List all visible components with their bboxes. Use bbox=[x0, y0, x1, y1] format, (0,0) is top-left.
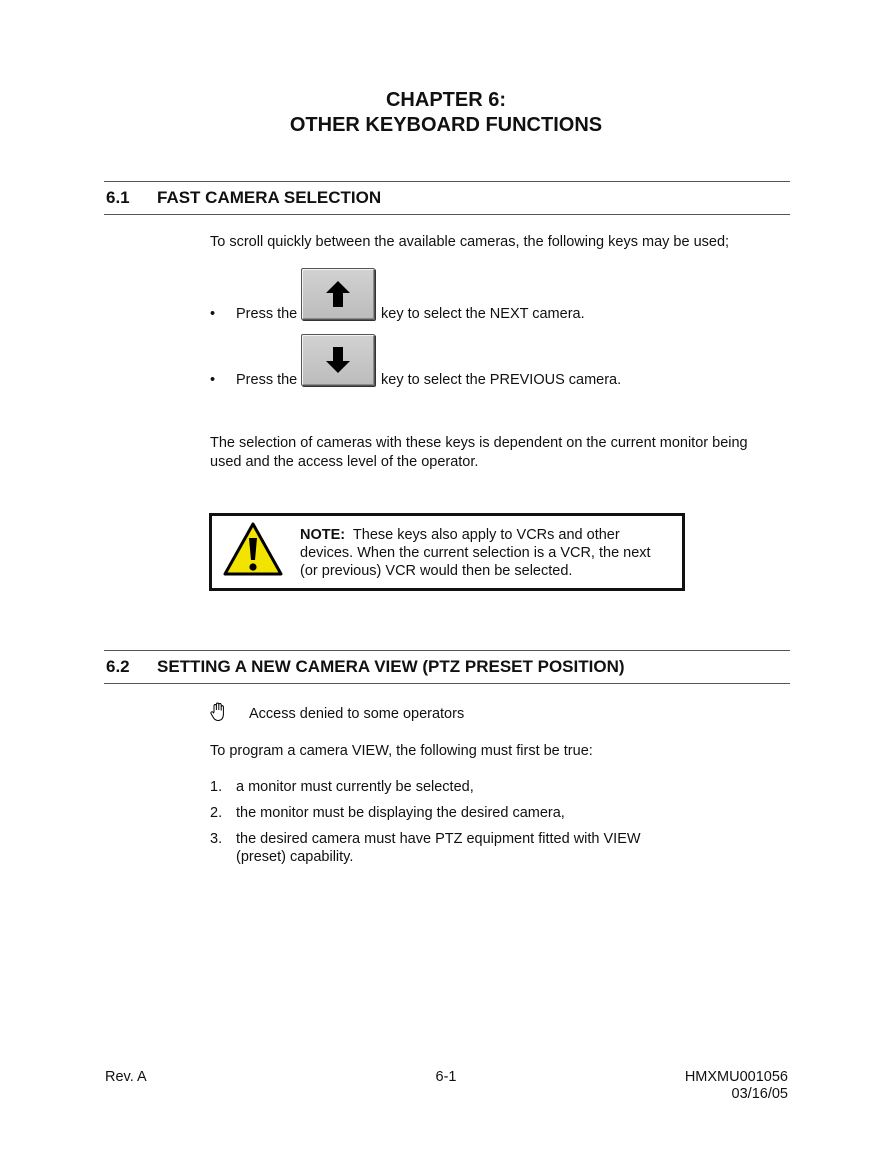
bullet-symbol: • bbox=[210, 306, 216, 322]
note-body: These keys also apply to VCRs and other devices. When the current selection is a VCR, the next (or previous) VCR would then be selected. bbox=[300, 527, 651, 579]
note-label: NOTE: bbox=[300, 527, 346, 543]
down-arrow-icon bbox=[325, 346, 351, 374]
bullet-previous-camera bbox=[210, 334, 650, 392]
up-key bbox=[301, 268, 375, 320]
section2-intro: To program a camera VIEW, the following must first be true: bbox=[210, 743, 593, 759]
bullet-suffix: key to select the NEXT camera. bbox=[381, 306, 585, 322]
bullet-prefix: Press the bbox=[236, 306, 298, 322]
list-text: the monitor must be displaying the desired camera, bbox=[236, 805, 565, 821]
section-title: FAST CAMERA SELECTION bbox=[157, 188, 382, 207]
access-note-text: Access denied to some operators bbox=[249, 706, 465, 722]
list-number: 2. bbox=[210, 805, 223, 821]
bullet-prefix: Press the bbox=[236, 372, 298, 388]
bullet-next-camera bbox=[210, 268, 630, 326]
warning-icon bbox=[222, 521, 284, 577]
footer-date: 03/16/05 bbox=[731, 1086, 788, 1102]
footer-doc-info bbox=[600, 1069, 788, 1103]
up-arrow-icon bbox=[325, 280, 351, 308]
section-header-6-2 bbox=[104, 650, 790, 684]
list-number: 1. bbox=[210, 779, 223, 795]
note-text bbox=[300, 526, 670, 580]
hand-icon bbox=[210, 702, 228, 722]
list-text: a monitor must currently be selected, bbox=[236, 779, 474, 795]
chapter-title bbox=[0, 88, 892, 138]
chapter-title-line1: CHAPTER 6: bbox=[385, 89, 506, 111]
bullet-symbol: • bbox=[210, 372, 216, 388]
section-header-6-1 bbox=[104, 181, 790, 215]
intro-paragraph: To scroll quickly between the available cameras, the following keys may be used; bbox=[210, 234, 730, 250]
down-key bbox=[301, 334, 375, 386]
section-number: 6.1 bbox=[106, 188, 130, 207]
footer-page-number: 6-1 bbox=[435, 1069, 457, 1085]
section-number: 6.2 bbox=[106, 657, 130, 676]
dependency-paragraph: The selection of cameras with these keys is dependent on the current monitor being used and the access level of the operator. bbox=[210, 435, 748, 470]
list-number: 3. bbox=[210, 831, 223, 847]
list-text: the desired camera must have PTZ equipment fitted with VIEW (preset) capability. bbox=[236, 831, 641, 865]
footer-doc-id: HMXMU001056 bbox=[684, 1069, 788, 1085]
chapter-title-line2: OTHER KEYBOARD FUNCTIONS bbox=[289, 114, 603, 136]
footer-revision: Rev. A bbox=[105, 1069, 147, 1085]
note-box bbox=[209, 513, 685, 591]
bullet-suffix: key to select the PREVIOUS camera. bbox=[381, 372, 622, 388]
section-title: SETTING A NEW CAMERA VIEW (PTZ PRESET POSITION) bbox=[157, 657, 625, 676]
